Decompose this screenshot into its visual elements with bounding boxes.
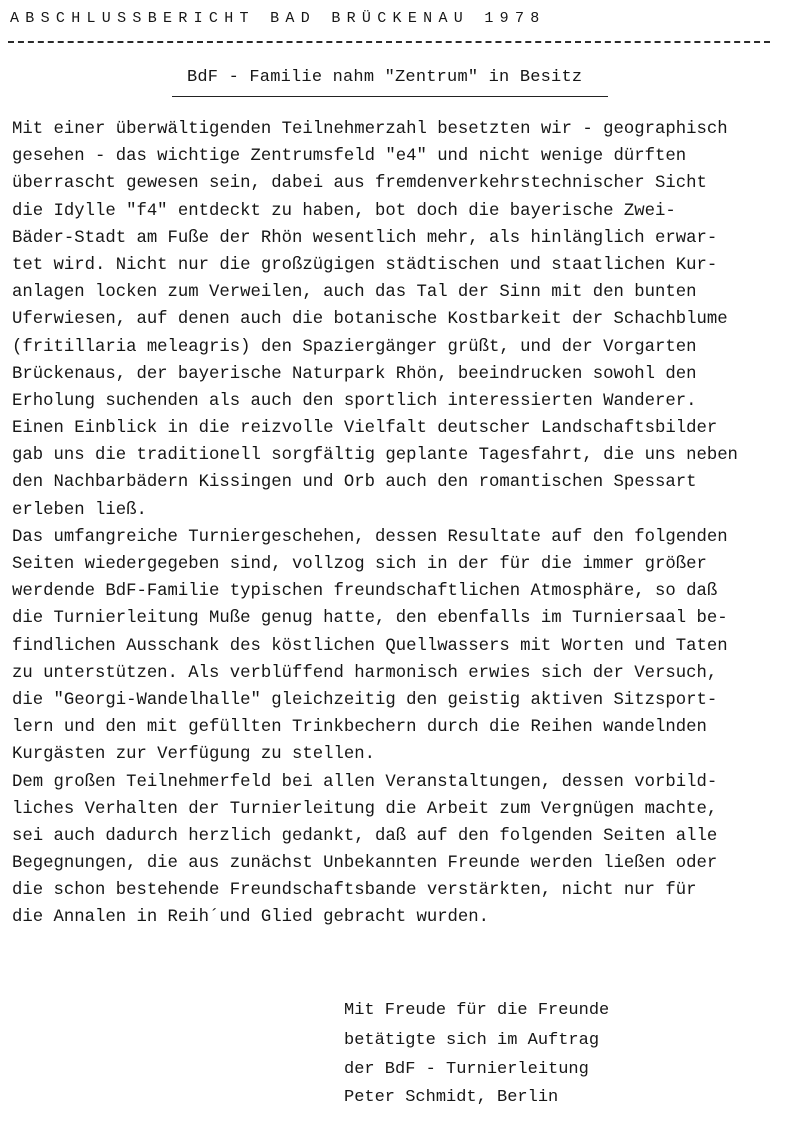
article-body	[12, 116, 800, 932]
body-line: gab uns die traditionell sorgfältig geplante Tagesfahrt, die uns neben	[12, 446, 738, 466]
body-line: zu unterstützen. Als verblüffend harmonisch erwies sich der Versuch,	[12, 663, 718, 683]
closing-line: der BdF - Turnierleitung	[344, 1060, 589, 1079]
closing-line: betätigte sich im Auftrag	[344, 1030, 600, 1050]
body-line: die schon bestehende Freundschaftsbande verstärkten, nicht nur für	[12, 881, 697, 901]
body-line: den Nachbarbädern Kissingen und Orb auch den romantischen Spessart	[12, 473, 697, 493]
body-line: tet wird. Nicht nur die großzügigen städtischen und staatlichen Kur-	[12, 255, 718, 275]
body-line: Dem großen Teilnehmerfeld bei allen Veranstaltungen, dessen vorbild-	[12, 772, 718, 792]
body-line: die Turnierleitung Muße genug hatte, den ebenfalls im Turniersaal be-	[12, 609, 728, 629]
body-line: sei auch dadurch herzlich gedankt, daß auf den folgenden Seiten alle	[12, 826, 718, 846]
body-line: liches Verhalten der Turnierleitung die Arbeit zum Vergnügen machte,	[12, 799, 718, 819]
body-line: (fritillaria meleagris) den Spaziergänger grüßt, und der Vorgarten	[12, 337, 697, 357]
body-line: Brückenaus, der bayerische Naturpark Rhön, beeindrucken sowohl den	[12, 364, 697, 384]
body-line: Mit einer überwältigenden Teilnehmerzahl besetzten wir - geographisch	[12, 120, 728, 139]
running-header: ABSCHLUSSBERICHT BAD BRÜCKENAU 1978	[10, 10, 546, 27]
dashed-divider	[8, 41, 770, 43]
body-line: Erholung suchenden als auch den sportlich interessierten Wanderer.	[12, 391, 697, 411]
body-line: Einen Einblick in die reizvolle Vielfalt deutscher Landschaftsbilder	[12, 419, 718, 439]
closing-line: Mit Freude für die Freunde	[344, 1001, 610, 1020]
body-line: Bäder-Stadt am Fuße der Rhön wesentlich mehr, als hinlänglich erwar-	[12, 228, 718, 248]
closing-block	[344, 996, 609, 1085]
body-line: Seiten wiedergegeben sind, vollzog sich in der für die immer größer	[12, 555, 707, 574]
body-line: erleben ließ.	[12, 500, 147, 520]
body-line: die "Georgi-Wandelhalle" gleichzeitig den geistig aktiven Sitzsport-	[12, 690, 718, 710]
body-line: werdende BdF-Familie typischen freundschaftlichen Atmosphäre, so daß	[12, 582, 718, 602]
body-line: überrascht gewesen sein, dabei aus fremdenverkehrstechnischer Sicht	[12, 174, 707, 194]
body-line: lern und den mit gefüllten Trinkbechern durch die Reihen wandelnden	[12, 718, 707, 738]
body-line: Begegnungen, die aus zunächst Unbekannten Freunde werden ließen oder	[12, 854, 718, 874]
signature: Peter Schmidt, Berlin	[344, 1088, 559, 1107]
body-line: die Annalen in Reih´und Glied gebracht wurden.	[12, 908, 490, 928]
body-line: Kurgästen zur Verfügung zu stellen.	[12, 745, 375, 765]
body-line: die Idylle "f4" entdeckt zu haben, bot doch die bayerische Zwei-	[12, 201, 676, 221]
body-line: anlagen locken zum Verweilen, auch das Tal der Sinn mit den bunten	[12, 283, 697, 303]
body-line: Uferwiesen, auf denen auch die botanische Kostbarkeit der Schachblume	[12, 310, 728, 330]
body-line: Das umfangreiche Turniergeschehen, dessen Resultate auf den folgenden	[12, 527, 728, 547]
article-title: BdF - Familie nahm "Zentrum" in Besitz	[187, 68, 583, 87]
body-line: gesehen - das wichtige Zentrumsfeld "e4" und nicht wenige dürften	[12, 147, 687, 167]
body-line: findlichen Ausschank des köstlichen Quellwassers mit Worten und Taten	[12, 636, 728, 656]
title-underline	[172, 96, 608, 97]
